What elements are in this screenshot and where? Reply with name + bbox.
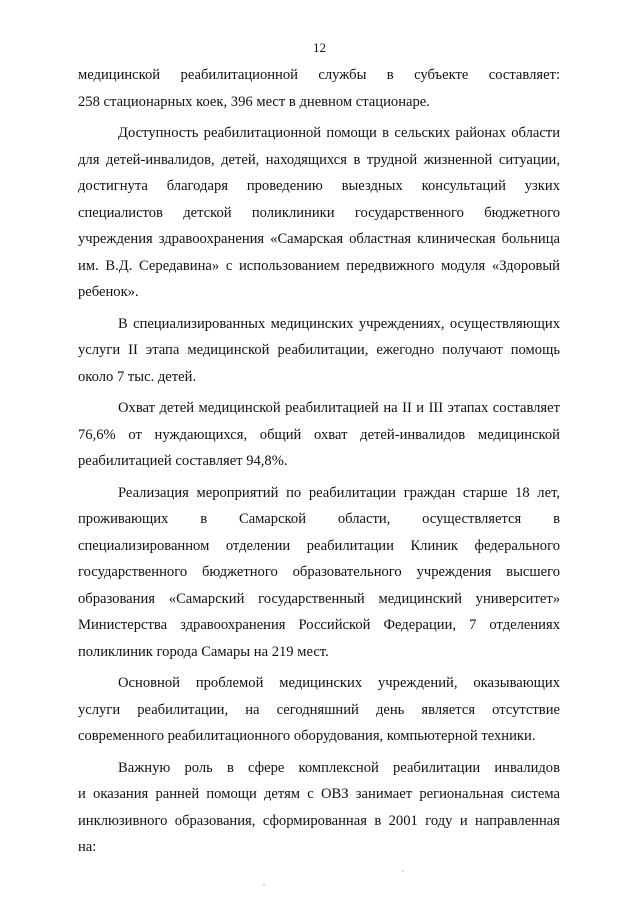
line: услуги II этапа медицинской реабилитации, ежегодно получают помощь xyxy=(78,342,560,358)
line: учреждения здравоохранения «Самарская областная клиническая больница xyxy=(78,231,560,247)
document-body xyxy=(78,62,560,861)
scan-speck xyxy=(263,884,265,886)
line: Министерства здравоохранения Российской Федерации, 7 отделениях xyxy=(78,617,560,633)
paragraph-continuation xyxy=(78,62,560,115)
line: образования «Самарский государственный медицинский университет» xyxy=(78,590,560,607)
line: медицинской реабилитационной службы в субъекте составляет: xyxy=(78,67,560,83)
line: на: xyxy=(78,839,97,855)
line: услуги реабилитации, на сегодняшний день является отсутствие xyxy=(78,701,560,718)
paragraph-inclusive-education xyxy=(78,755,560,861)
line: и оказания ранней помощи детям с ОВЗ занимает региональная система xyxy=(78,786,560,802)
line: поликлиник города Самары на 219 мест. xyxy=(78,643,329,660)
line: достигнута благодаря проведению выездных консультаций узких xyxy=(78,178,560,194)
page-number: 12 xyxy=(313,40,326,55)
paragraph-adult-rehabilitation xyxy=(78,480,560,666)
line: реабилитацией составляет 94,8%. xyxy=(78,453,288,469)
paragraph-main-problem xyxy=(78,670,560,750)
line: для детей-инвалидов, детей, находящихся в трудной жизненной ситуации, xyxy=(78,151,560,168)
line: инклюзивного образования, сформированная в 2001 году и направленная xyxy=(78,812,560,829)
line: современного реабилитационного оборудования, компьютерной техники. xyxy=(78,728,536,744)
line: 76,6% от нуждающихся, общий охват детей-инвалидов медицинской xyxy=(78,426,560,443)
scan-speck xyxy=(402,870,404,872)
line: Важную роль в сфере комплексной реабилитации инвалидов xyxy=(118,759,560,776)
paragraph-specialized-institutions xyxy=(78,311,560,391)
line: проживающих в Самарской области, осуществляется в xyxy=(78,511,560,527)
line: им. В.Д. Середавина» с использованием передвижного модуля «Здоровый xyxy=(78,257,560,274)
line: государственного бюджетного образовательного учреждения высшего xyxy=(78,564,560,580)
paragraph-rural-access xyxy=(78,120,560,306)
paragraph-coverage xyxy=(78,395,560,475)
line: В специализированных медицинских учреждениях, осуществляющих xyxy=(118,315,560,332)
line: Охват детей медицинской реабилитацией на II и III этапах составляет xyxy=(118,400,560,416)
line: специалистов детской поликлиники государственного бюджетного xyxy=(78,204,560,221)
line: Основной проблемой медицинских учреждений, оказывающих xyxy=(118,675,560,691)
line: около 7 тыс. детей. xyxy=(78,368,197,385)
line: специализированном отделении реабилитации Клиник федерального xyxy=(78,537,560,554)
line: ребенок». xyxy=(78,284,139,300)
line: Реализация мероприятий по реабилитации граждан старше 18 лет, xyxy=(118,484,560,501)
line: 258 стационарных коек, 396 мест в дневном стационаре. xyxy=(78,93,430,110)
line: Доступность реабилитационной помощи в сельских районах области xyxy=(118,125,560,141)
